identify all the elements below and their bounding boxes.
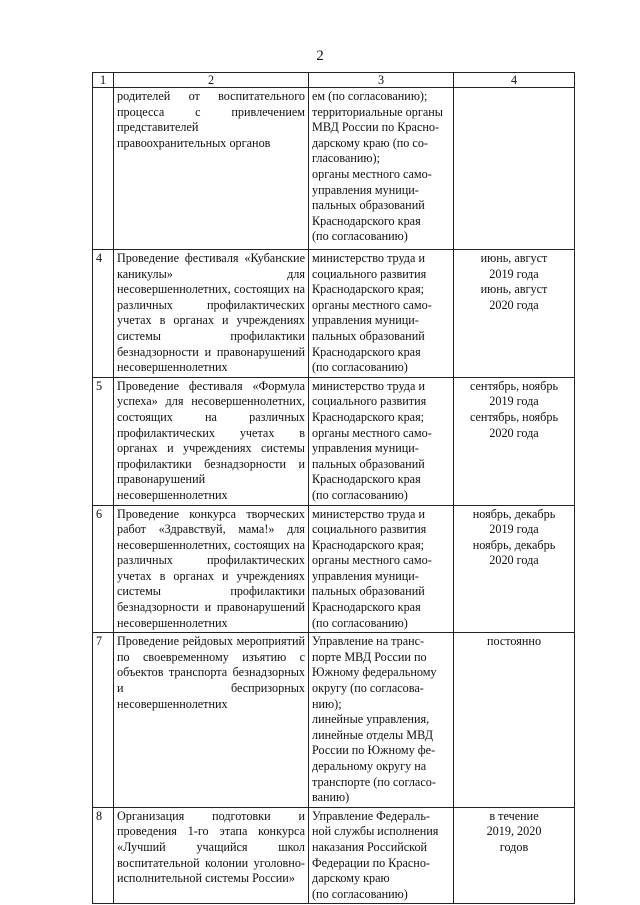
executor-line: порте МВД России по xyxy=(312,649,427,664)
column-header: 3 xyxy=(309,73,454,88)
row-number xyxy=(93,88,114,250)
executor-line: Управление Федераль- xyxy=(312,808,430,823)
executor-line: округу (по согласова- xyxy=(312,681,424,696)
executor-line: дарскому краю xyxy=(312,871,390,886)
executor-line: министерство труда и xyxy=(312,506,425,521)
executor-line: социального развития xyxy=(312,394,427,409)
table-row xyxy=(93,807,575,904)
executor-line: территориальные органы xyxy=(312,104,443,119)
executor-line: Краснодарского края; xyxy=(312,409,425,424)
term-line: 2019 года xyxy=(489,522,539,537)
executor-line: Управление на транс- xyxy=(312,634,425,649)
executor-line: пальных образований xyxy=(312,328,425,343)
executor-line: Южному федеральному xyxy=(312,665,437,680)
executor-line: Краснодарского края xyxy=(312,600,421,615)
executors-cell xyxy=(309,807,454,904)
executor-line: управления муници- xyxy=(312,441,419,456)
term-line: в течение xyxy=(489,808,539,823)
executor-line: транспорте (по согласо- xyxy=(312,774,436,789)
term-line: 2020 года xyxy=(489,297,539,312)
executor-line: управления муници- xyxy=(312,313,419,328)
row-number: 4 xyxy=(93,250,114,378)
executor-line: (по согласованию) xyxy=(312,886,408,901)
executor-line: линейные управления, xyxy=(312,712,430,727)
executor-line: Краснодарского края; xyxy=(312,282,425,297)
executor-line: органы местного само- xyxy=(312,166,432,181)
executors-cell xyxy=(309,250,454,378)
term-cell xyxy=(454,633,575,808)
executors-cell xyxy=(309,377,454,505)
executor-line: (по согласованию) xyxy=(312,487,408,502)
executor-line: ванию) xyxy=(312,790,350,805)
executors-cell xyxy=(309,88,454,250)
executor-line: пальных образований xyxy=(312,584,425,599)
event-description: Проведение рейдовых мероприятий по своевременному изъятию с объектов транспорта безнадзорных и беспризорных несовершеннолетних xyxy=(114,633,309,808)
row-number: 8 xyxy=(93,807,114,904)
term-line: 2019, 2020 xyxy=(486,824,542,839)
term-line: 2020 года xyxy=(489,553,539,568)
event-description: Организация подготовки и проведения 1-го этапа конкурса «Лучший учащийся школ воспитательной колонии уголовно-исполнительной системы России» xyxy=(114,807,309,904)
executor-line: МВД России по Красно- xyxy=(312,120,440,135)
table-row xyxy=(93,88,575,250)
term-line: 2019 года xyxy=(489,394,539,409)
row-number: 5 xyxy=(93,377,114,505)
table-row xyxy=(93,505,575,633)
executor-line: России по Южному фе- xyxy=(312,743,436,758)
executor-line: (по согласованию) xyxy=(312,615,408,630)
table-header-row xyxy=(93,73,575,88)
executor-line: наказания Российской xyxy=(312,839,428,854)
executor-line: Краснодарского края xyxy=(312,472,421,487)
executor-line: линейные отделы МВД xyxy=(312,727,434,742)
table-body xyxy=(93,88,575,904)
executor-line: органы местного само- xyxy=(312,297,432,312)
executor-line: министерство труда и xyxy=(312,378,425,393)
executor-line: Краснодарского края xyxy=(312,213,421,228)
term-line: ноябрь, декабрь xyxy=(472,506,556,521)
term-line: постоянно xyxy=(486,634,542,649)
page-number: 2 xyxy=(316,48,324,64)
term-cell xyxy=(454,505,575,633)
column-header: 2 xyxy=(114,73,309,88)
executor-line: (по согласованию) xyxy=(312,229,408,244)
table-row xyxy=(93,633,575,808)
column-header: 4 xyxy=(454,73,575,88)
table-row xyxy=(93,250,575,378)
executor-line: нию); xyxy=(312,696,342,711)
executor-line: пальных образований xyxy=(312,198,425,213)
executor-line: Краснодарского края xyxy=(312,344,421,359)
term-cell xyxy=(454,88,575,250)
executor-line: органы местного само- xyxy=(312,425,432,440)
term-cell xyxy=(454,377,575,505)
term-line: июнь, август xyxy=(480,251,548,265)
executor-line: гласованию); xyxy=(312,151,380,166)
term-line: 2020 года xyxy=(489,425,539,440)
executor-line: деральному округу на xyxy=(312,759,427,773)
events-table xyxy=(92,72,575,904)
term-line: 2019 года xyxy=(489,266,539,281)
executor-line: социального развития xyxy=(312,266,427,281)
executor-line: пальных образований xyxy=(312,456,425,471)
table-row xyxy=(93,377,575,505)
term-cell xyxy=(454,807,575,904)
term-line: ноябрь, декабрь xyxy=(472,537,556,552)
column-header: 1 xyxy=(93,73,114,88)
executors-cell xyxy=(309,633,454,808)
term-line: июнь, август xyxy=(480,282,548,297)
term-cell xyxy=(454,250,575,378)
executor-line: ной службы исполнения xyxy=(312,824,439,839)
executor-line: управления муници- xyxy=(312,568,419,583)
row-number: 7 xyxy=(93,633,114,808)
executor-line: ем (по согласованию); xyxy=(312,89,428,103)
executor-line: органы местного само- xyxy=(312,553,432,568)
executor-line: министерство труда и xyxy=(312,251,425,265)
executor-line: управления муници- xyxy=(312,182,419,197)
event-description: Проведение фестиваля «Формула успеха» для несовершеннолетних, состоящих на различных профилактических учетах в органах и учреждениях системы профилактики безнадзорности и правонарушений несовершеннолетних xyxy=(114,377,309,505)
executors-cell xyxy=(309,505,454,633)
term-line: годов xyxy=(499,839,529,854)
term-line: сентябрь, ноябрь xyxy=(469,378,559,393)
executor-line: дарскому краю (по со- xyxy=(312,135,428,150)
event-description: родителей от воспитательного процесса с привлечением представителей правоохранительных органов xyxy=(114,88,309,250)
event-description: Проведение конкурса творческих работ «Здравствуй, мама!» для несовершеннолетних, состоящих на различных профилактических учетах в органах и учреждениях системы профилактики безнадзорности и правонарушений несовершеннолетних xyxy=(114,505,309,633)
row-number: 6 xyxy=(93,505,114,633)
executor-line: Федерации по Красно- xyxy=(312,855,430,870)
term-line: сентябрь, ноябрь xyxy=(469,409,559,424)
event-description: Проведение фестиваля «Кубанские каникулы» для несовершеннолетних, состоящих на различных профилактических учетах в органах и учреждениях системы профилактики безнадзорности и правонарушений несовершеннолетних xyxy=(114,250,309,378)
executor-line: социального развития xyxy=(312,522,427,537)
executor-line: (по согласованию) xyxy=(312,360,408,375)
executor-line: Краснодарского края; xyxy=(312,537,425,552)
